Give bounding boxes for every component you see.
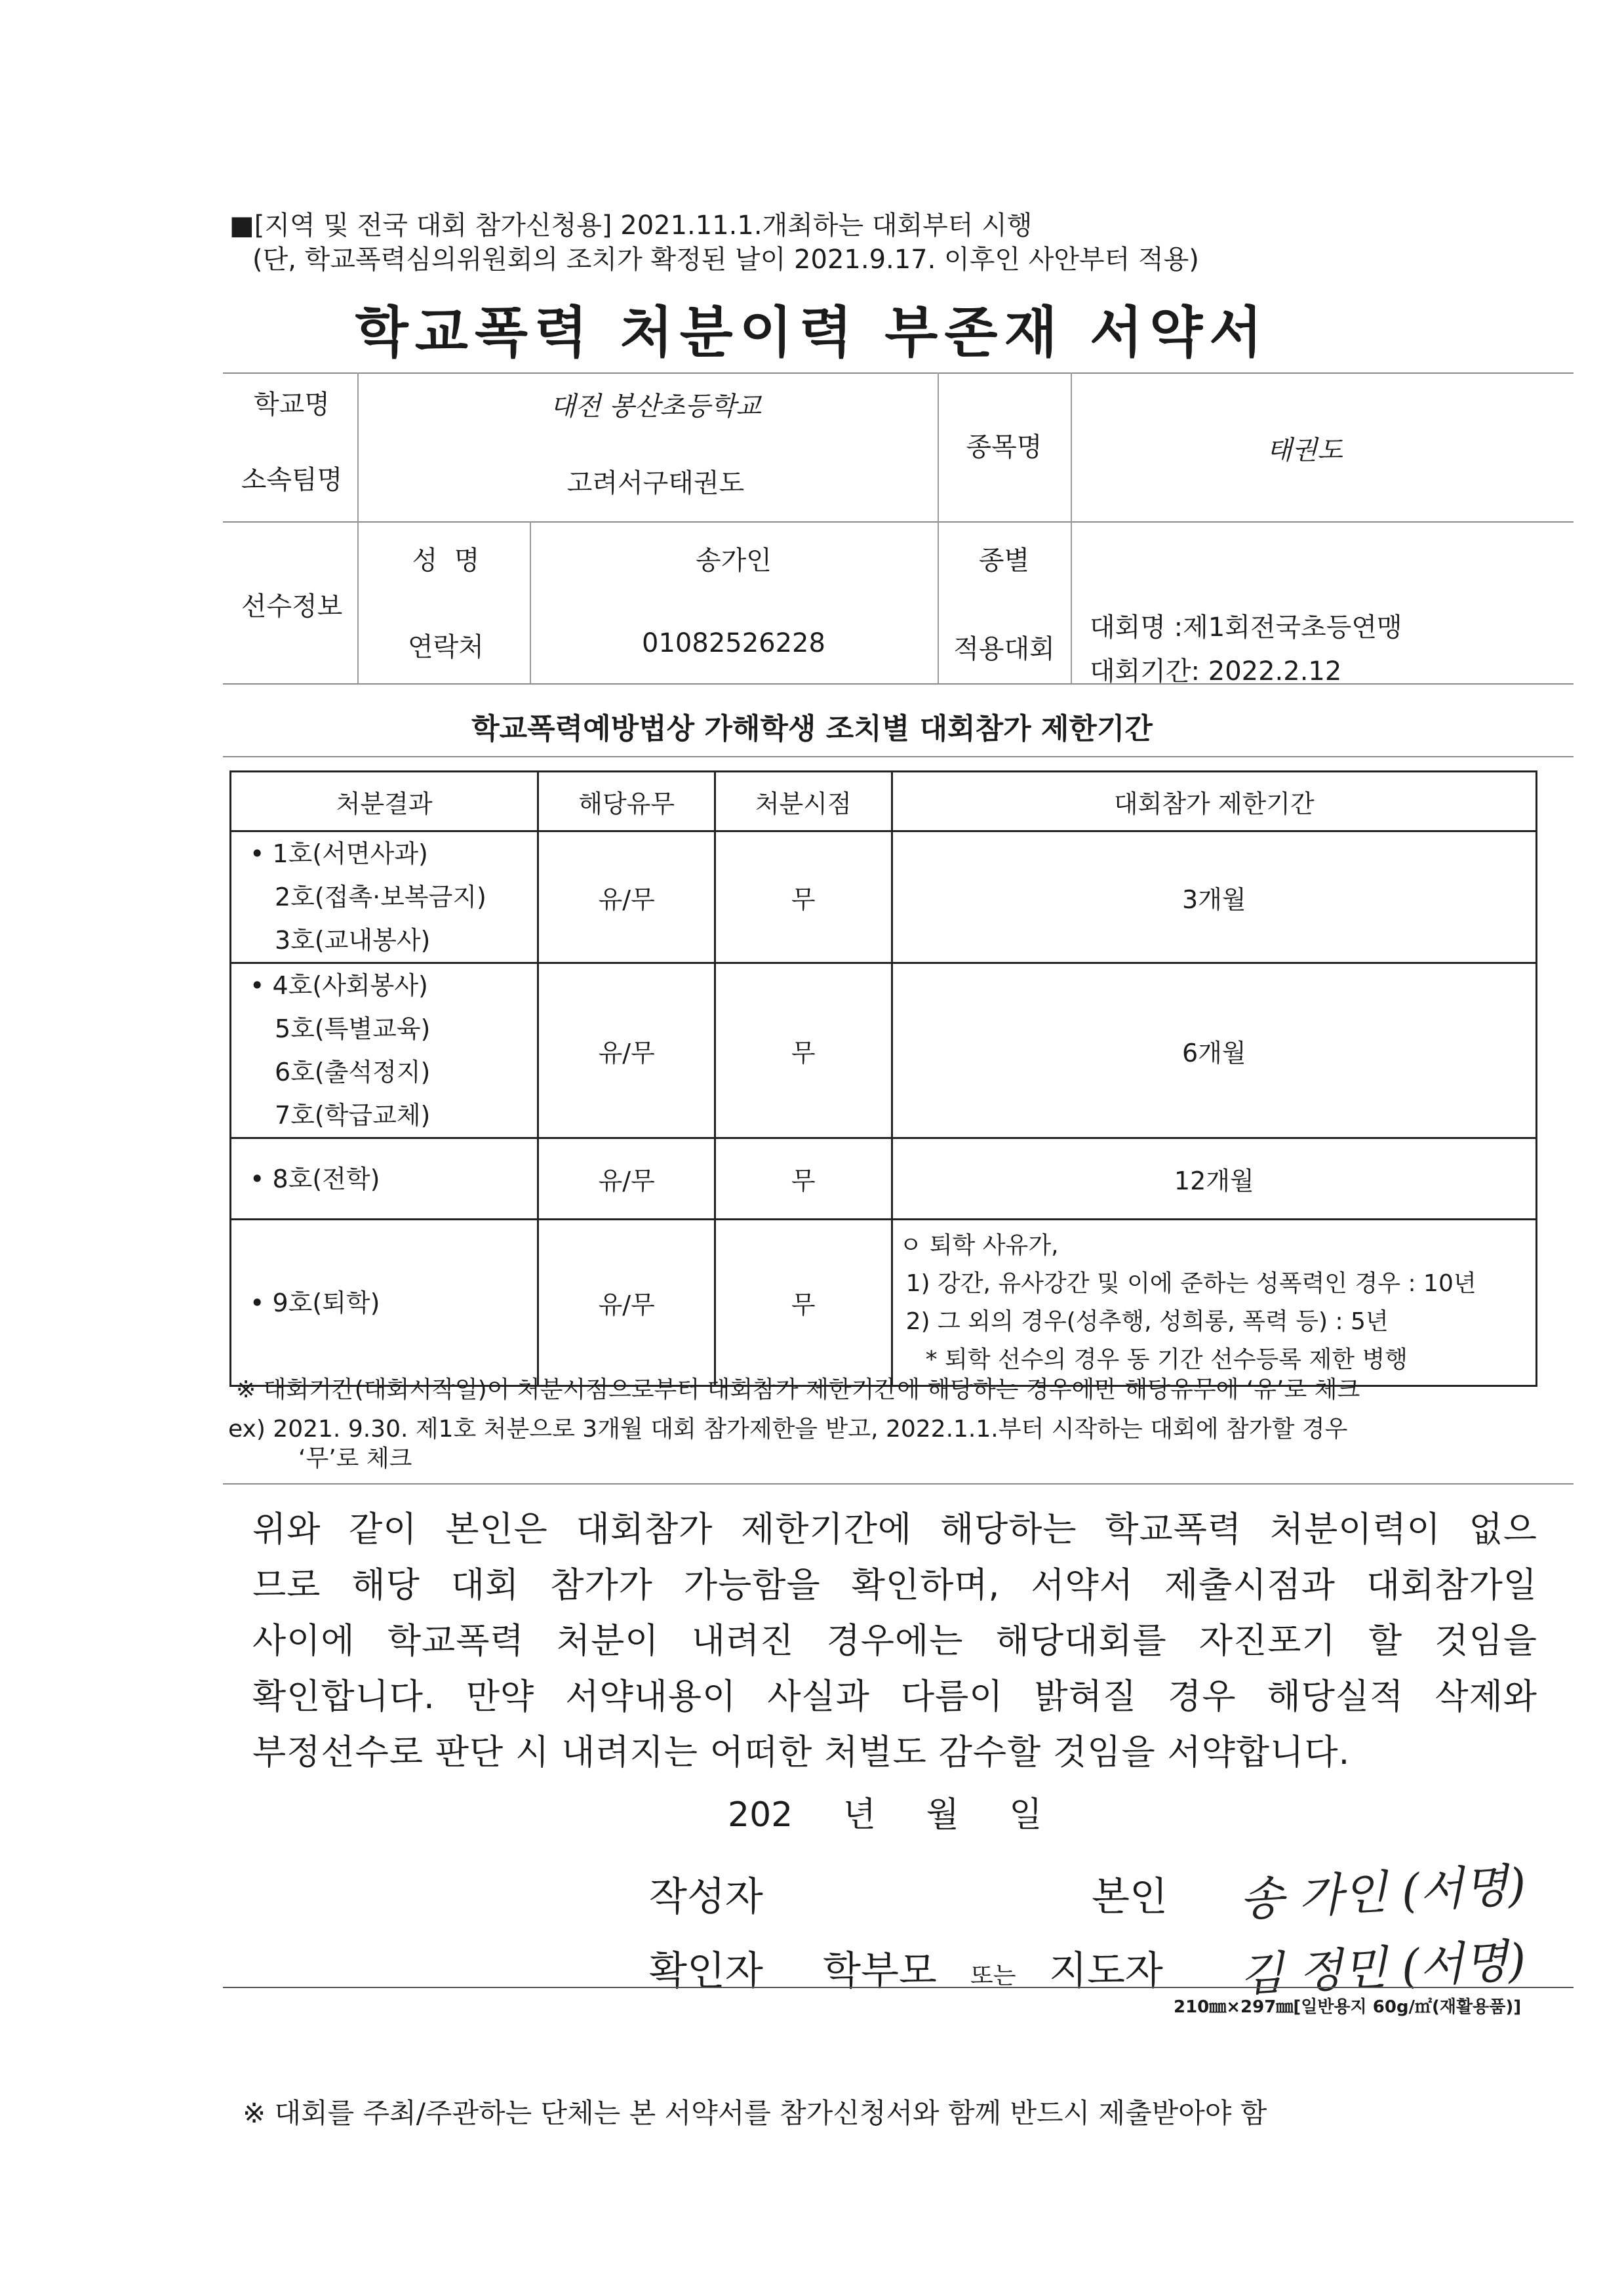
result-item: 5호(특별교육)	[275, 1014, 431, 1043]
pledge-line: 확인합니다. 만약 서약내용이 사실과 다름이 밝혀질 경우 해당실적 삭제와	[252, 1677, 1537, 1717]
pledge-date: 202 년 월 일	[728, 1795, 1042, 1835]
confirmer-role-coach: 지도자	[1049, 1948, 1163, 1994]
result-cell	[231, 1138, 538, 1220]
applicable-cell: 유/무	[538, 831, 715, 963]
pledge-line: 므로 해당 대회 참가가 가능함을 확인하며, 서약서 제출시점과 대회참가일	[252, 1565, 1537, 1605]
writer-signature: 송 가인 (서명)	[1238, 1858, 1528, 1927]
page-title: 학교폭력 처분이력 부존재 서약서	[355, 300, 1269, 365]
confirmer-signature: 김 정민 (서명)	[1238, 1933, 1528, 2003]
signature-bottom-rule	[223, 1987, 1574, 1988]
gender-label: 종별	[978, 546, 1030, 576]
table-row	[231, 963, 1537, 1138]
name-value: 송가인	[696, 546, 772, 576]
time-cell: 무	[715, 963, 892, 1138]
writer-label: 작성자	[649, 1874, 763, 1920]
team-label: 소속팀명	[241, 465, 343, 495]
header-time: 처분시점	[715, 772, 892, 831]
time-cell: 무	[715, 831, 892, 963]
result-item: • 9호(퇴학)	[250, 1288, 380, 1317]
result-item: 6호(출석정지)	[275, 1058, 431, 1087]
limit-cell: 6개월	[892, 963, 1536, 1138]
result-cell	[231, 831, 538, 963]
result-cell	[231, 963, 538, 1138]
writer-role: 본인	[1092, 1874, 1168, 1920]
limit-line: * 퇴학 선수의 경우 동 기간 선수등록 제한 병행	[925, 1346, 1408, 1373]
info-divider	[1071, 372, 1072, 683]
info-top-rule	[223, 372, 1574, 374]
info-bottom-rule	[223, 683, 1574, 685]
sport-label: 종목명	[966, 432, 1042, 462]
table-header-row	[231, 772, 1537, 831]
applicable-cell: 유/무	[538, 1138, 715, 1220]
notes-bottom-rule	[223, 1483, 1574, 1485]
name-label: 성 명	[412, 546, 480, 576]
paper-spec: 210㎜×297㎜[일반용지 60g/㎡(재활용품)]	[1174, 1997, 1522, 2017]
note-example: ex) 2021. 9.30. 제1호 처분으로 3개월 대회 참가제한을 받고, 2022.1.1.부터 시작하는 대회에 참가할 경우	[228, 1416, 1348, 1443]
event-period: 대회기간: 2022.2.12	[1090, 656, 1342, 687]
time-cell: 무	[715, 1220, 892, 1386]
event-name: 대회명 :제1회전국초등연맹	[1090, 612, 1402, 643]
result-item: 3호(교내봉사)	[275, 926, 431, 955]
info-divider	[357, 372, 359, 683]
pledge-line: 부정선수로 판단 시 내려지는 어떠한 처벌도 감수할 것임을 서약합니다.	[252, 1732, 1351, 1772]
limit-cell	[892, 1220, 1536, 1386]
applicable-cell: 유/무	[538, 1220, 715, 1386]
limit-cell: 12개월	[892, 1138, 1536, 1220]
team-value: 고려서구태권도	[566, 468, 745, 498]
notice-line-1: ■[지역 및 전국 대회 참가신청용] 2021.11.1.개최하는 대회부터 시행	[229, 210, 1033, 241]
sport-value: 태권도	[1267, 435, 1343, 466]
limit-line: ㅇ 퇴학 사유가,	[899, 1231, 1059, 1259]
contact-value: 01082526228	[642, 628, 825, 658]
limit-line: 2) 그 외의 경우(성추행, 성희롱, 폭력 등) : 5년	[905, 1307, 1389, 1335]
limit-cell: 3개월	[892, 831, 1536, 963]
limit-line: 1) 강간, 유사강간 및 이에 준하는 성폭력인 경우 : 10년	[905, 1269, 1476, 1297]
section-bottom-rule	[223, 756, 1574, 757]
confirmer-label: 확인자	[649, 1948, 763, 1994]
header-result: 처분결과	[231, 772, 538, 831]
notice-line-2: (단, 학교폭력심의위원회의 조치가 확정된 날이 2021.9.17. 이후인 사안부터 적용)	[252, 245, 1199, 275]
table-row	[231, 1138, 1537, 1220]
info-mid-rule	[223, 521, 1574, 523]
pledge-line: 사이에 학교폭력 처분이 내려진 경우에는 해당대회를 자진포기 할 것임을	[252, 1621, 1537, 1661]
school-value: 대전 봉산초등학교	[550, 391, 761, 422]
result-item: 2호(접촉·보복금지)	[275, 883, 486, 911]
note-example-cont: ‘무’로 체크	[298, 1445, 412, 1472]
table-row	[231, 1220, 1537, 1386]
contact-label: 연락처	[408, 632, 484, 662]
result-item: 7호(학급교체)	[275, 1101, 431, 1130]
result-item: • 8호(전학)	[250, 1164, 380, 1193]
school-label: 학교명	[254, 389, 330, 420]
final-note: ※ 대회를 주최/주관하는 단체는 본 서약서를 참가신청서와 함께 반드시 제출받아야 함	[243, 2097, 1267, 2129]
event-label: 적용대회	[953, 634, 1055, 664]
table-row	[231, 831, 1537, 963]
header-applicable: 해당유무	[538, 772, 715, 831]
header-limit: 대회참가 제한기간	[892, 772, 1536, 831]
sanction-section-title: 학교폭력예방법상 가해학생 조치별 대회참가 제한기간	[471, 712, 1153, 746]
or-text: 또는	[970, 1963, 1016, 1989]
pledge-text	[252, 1502, 1537, 1780]
sanction-table	[229, 770, 1537, 1387]
result-item: • 1호(서면사과)	[250, 839, 428, 868]
note-check-rule: ※ 대회기간(대회시작일)이 처분시점으로부터 대회참가 제한기간에 해당하는 경우에만 해당유무에 ‘유’로 체크	[236, 1376, 1360, 1403]
result-cell	[231, 1220, 538, 1386]
pledge-line: 위와 같이 본인은 대회참가 제한기간에 해당하는 학교폭력 처분이력이 없으	[252, 1509, 1537, 1549]
applicable-cell: 유/무	[538, 963, 715, 1138]
player-info-label: 선수정보	[241, 591, 343, 622]
confirmer-role-parent: 학부모	[823, 1948, 937, 1994]
result-item: • 4호(사회봉사)	[250, 971, 428, 1000]
time-cell: 무	[715, 1138, 892, 1220]
